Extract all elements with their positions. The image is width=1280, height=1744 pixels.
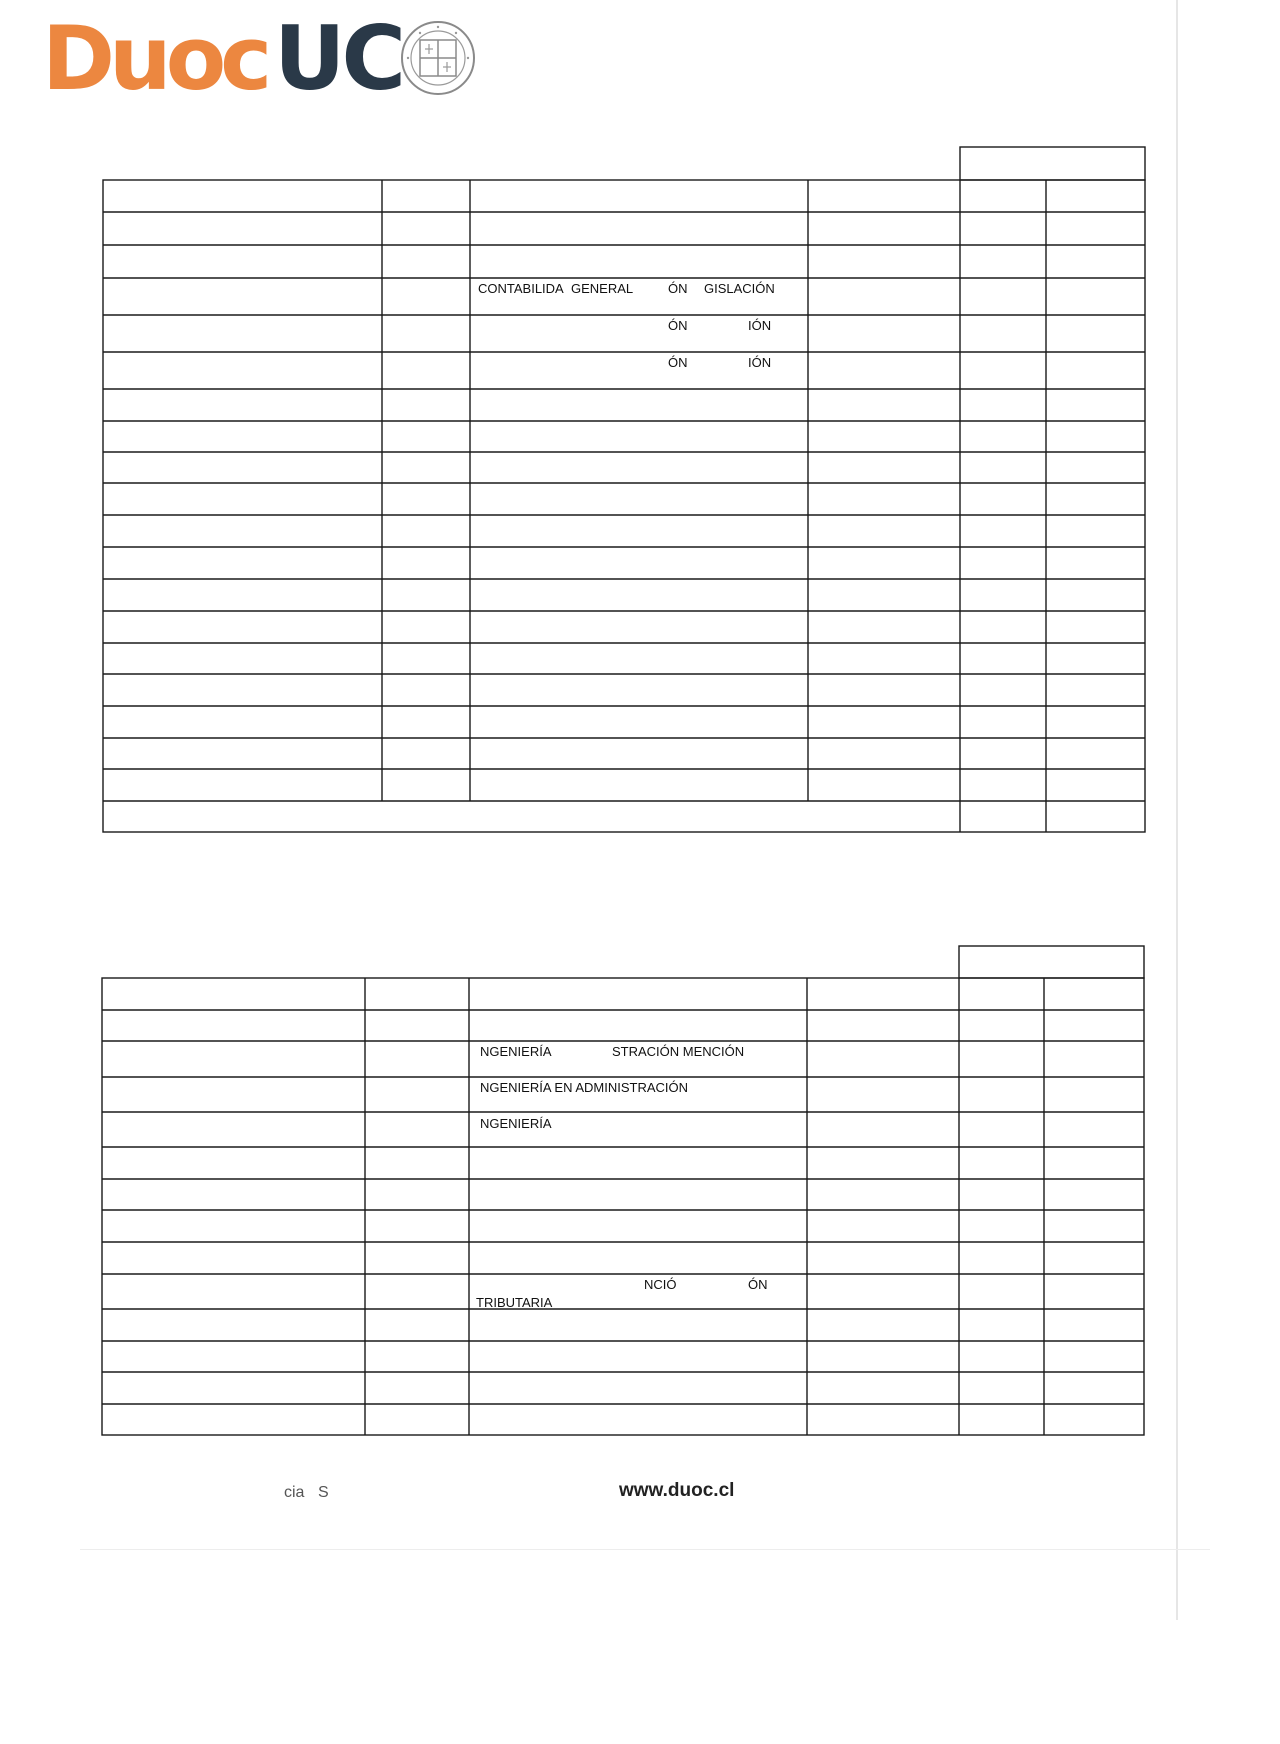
table-1-cell-r1c5: GISLACIÓN xyxy=(704,281,775,296)
footer-fragment-1: cia xyxy=(284,1484,305,1501)
table-1-cell-r3c5: IÓN xyxy=(748,355,772,370)
table-2-cell-r4a: TRIBUTARIA xyxy=(476,1295,553,1310)
table-2-cell-r1a: NGENIERÍA xyxy=(480,1044,552,1059)
table-1-cell-r1c2: CONTABILIDA xyxy=(478,281,564,296)
table-1-cell-r1c4: ÓN xyxy=(668,281,688,296)
page-edge-horizontal xyxy=(80,1549,1210,1550)
table-2-cell-r1b: STRACIÓN MENCIÓN xyxy=(612,1044,745,1059)
table-2-cell-r4c: ÓN xyxy=(748,1277,768,1292)
table-1-cell-r1c3: GENERAL xyxy=(571,281,634,296)
footer-website: www.duoc.cl xyxy=(619,1480,735,1501)
table-1-cell-r2c5: IÓN xyxy=(748,318,772,333)
logo-text-uc: UC xyxy=(274,7,403,110)
table-1-cell-r2c4: ÓN xyxy=(668,318,688,333)
footer-fragment-2: S xyxy=(318,1484,329,1501)
table-2-cell-r3a: NGENIERÍA xyxy=(480,1116,552,1131)
table-1-cell-r3c4: ÓN xyxy=(668,355,688,370)
logo-text-duoc: Duoc xyxy=(42,7,267,110)
table-2-cell-r2a: NGENIERÍA EN ADMINISTRACIÓN xyxy=(480,1080,689,1095)
table-2-cell-r4b: NCIÓ xyxy=(644,1277,677,1292)
